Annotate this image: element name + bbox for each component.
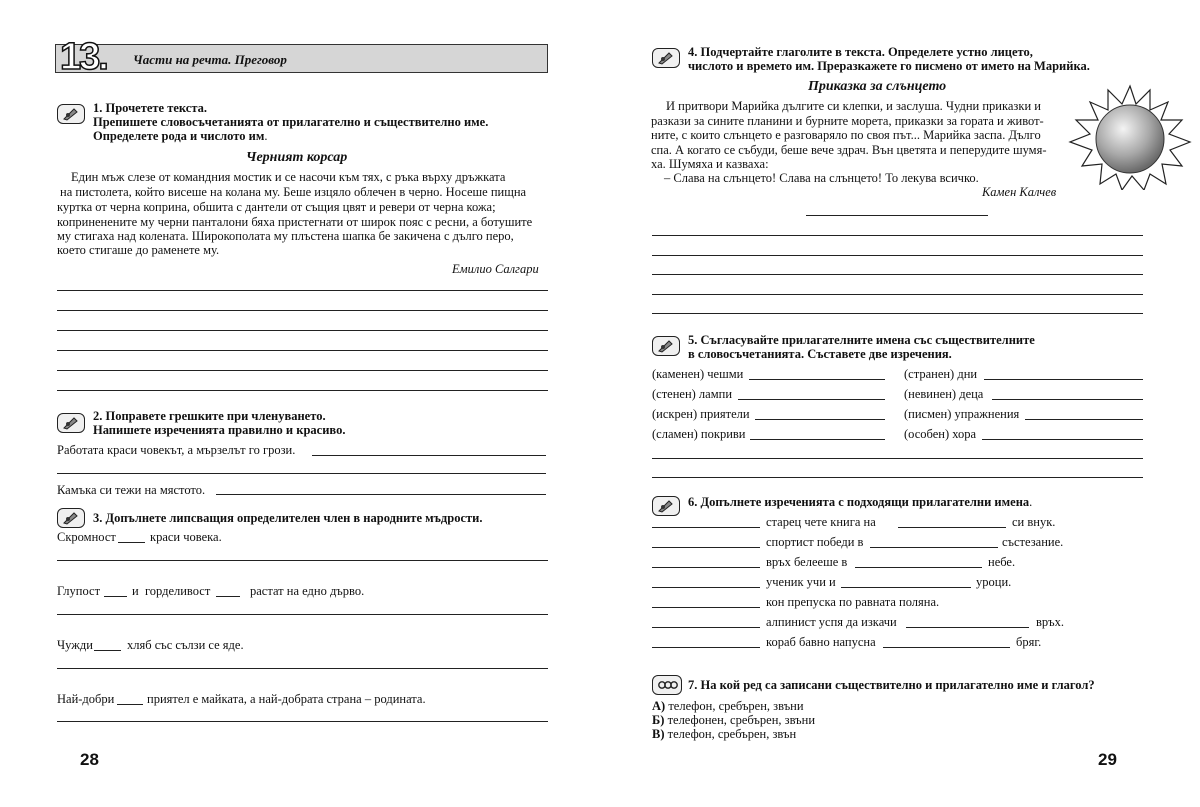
ex6-row-text: старец чете книга на: [766, 515, 876, 529]
ex5-title: 5. Съгласувайте прилагателните имена със съществителните: [688, 333, 1035, 347]
answer-line[interactable]: [57, 390, 548, 391]
ex4-author: Камен Калчев: [982, 185, 1057, 199]
phrase-item: (особен) хора: [904, 427, 977, 441]
phrase-item: (писмен) упражнения: [904, 407, 1020, 421]
ex3-title: 3. Допълнете липсващия определителен член в народните мъдрости.: [93, 511, 483, 525]
ex4-instruction: числото и времето им. Преразкажете го писмено от името на Марийка.: [688, 59, 1090, 73]
blank-field[interactable]: [870, 547, 998, 548]
pencil-icon: [652, 336, 680, 356]
ex6-row-text: алпинист успя да изкачи: [766, 615, 897, 629]
answer-line[interactable]: [982, 439, 1143, 440]
ex6-row-text: кон препуска по равната поляна.: [766, 595, 940, 609]
ex2-instruction: Напишете изреченията правилно и красиво.: [93, 423, 346, 437]
option-a-label: А): [652, 699, 666, 713]
ex6-row-text: бряг.: [1016, 635, 1042, 649]
blank-field[interactable]: [104, 596, 127, 597]
ex6-row-text: състезание.: [1002, 535, 1064, 549]
phrase-item: (стенен) лампи: [652, 387, 733, 401]
answer-line[interactable]: [652, 313, 1143, 314]
option-b[interactable]: [652, 713, 815, 728]
lesson-title: Части на речта. Преговор: [133, 52, 287, 67]
ex1-instruction-2: Определете рода и числото им: [93, 129, 265, 143]
ex1-text-line: коприненените му черни панталони бяха пристегнати от широк пояс с ресни, а ботушите: [57, 215, 533, 229]
ex7-title: 7. На кой ред са записани съществително и прилагателно име и глагол?: [688, 678, 1095, 692]
blank-field[interactable]: [652, 567, 760, 568]
answer-line[interactable]: [57, 473, 546, 474]
ex4-text-line: И притвори Марийка дългите си клепки, и заслуша. Чудни приказки и: [666, 99, 1041, 113]
answer-line[interactable]: [216, 494, 546, 495]
blank-field[interactable]: [652, 627, 760, 628]
answer-line[interactable]: [652, 235, 1143, 236]
lesson-header: [55, 44, 548, 73]
answer-line[interactable]: [984, 379, 1143, 380]
ex1-instruction-2-end: .: [264, 129, 268, 143]
answer-line[interactable]: [1025, 419, 1143, 420]
blank-field[interactable]: [652, 587, 760, 588]
phrase-item: (странен) дни: [904, 367, 978, 381]
answer-line[interactable]: [57, 290, 548, 291]
answer-line[interactable]: [652, 477, 1143, 478]
answer-line[interactable]: [57, 350, 548, 351]
ex1-title: 1. Прочетете текста.: [93, 101, 207, 115]
ex6-row-text: връх.: [1036, 615, 1064, 629]
pencil-icon: [652, 496, 680, 516]
blank-field[interactable]: [94, 650, 121, 651]
ex1-text-line: му стигаха над колената. Широкополата му плъстена шапка бе закичена с дълго перо,: [57, 229, 514, 243]
ex6-row-text: ученик учи и: [766, 575, 836, 589]
ex6-row-text: небе.: [988, 555, 1016, 569]
answer-line[interactable]: [312, 455, 546, 456]
blank-field[interactable]: [118, 542, 145, 543]
ex6-row-text: връх белееше в: [766, 555, 848, 569]
blank-field[interactable]: [841, 587, 971, 588]
option-b-label: Б): [652, 713, 665, 727]
ex5-instruction: в словосъчетанията. Съставете две изречения.: [688, 347, 952, 361]
blank-field[interactable]: [906, 627, 1029, 628]
pencil-icon: [57, 413, 85, 433]
answer-line[interactable]: [57, 668, 548, 669]
pencil-icon: [652, 48, 680, 68]
ex1-text-line: куртка от черна коприна, обшита с дантели от същия цвят и ревери от черна кожа;: [57, 200, 496, 214]
ex6-row-text: уроци.: [976, 575, 1012, 589]
ex6-title: 6. Допълнете изреченията с подходящи прилагателни имена: [688, 495, 1030, 509]
ex4-text-line: разкази за сините планини и бурните морета, приказки за гората и живот-: [651, 114, 1044, 128]
ex4-story-title: Приказка за слънцето: [808, 79, 947, 94]
proverb-3-start: Чужди: [57, 638, 93, 652]
ex1-text-line: на пистолета, който висеше на колана му. Беше изцяло облечен в черно. Носеше пищна: [60, 185, 527, 199]
ex6-row-text: кораб бавно напусна: [766, 635, 876, 649]
ex1-text-line: което стигаше до раменете му.: [57, 243, 220, 257]
phrase-item: (сламен) покриви: [652, 427, 746, 441]
answer-line[interactable]: [755, 419, 885, 420]
answer-line[interactable]: [57, 560, 548, 561]
proverb-2-mid: и горделивост: [132, 584, 211, 598]
ex2-sentence-2: Камъка си тежи на мястото.: [57, 483, 206, 497]
answer-line[interactable]: [738, 399, 885, 400]
ex1-author: Емилио Салгари: [452, 262, 539, 276]
pencil-icon: [57, 508, 85, 528]
right-page: [600, 0, 1200, 807]
option-c[interactable]: [652, 727, 796, 742]
ex1-text-line: Един мъж слезе от командния мостик и се насочи към тях, с ръка върху дръжката: [71, 170, 506, 184]
answer-line[interactable]: [652, 274, 1143, 275]
phrase-item: (искрен) приятели: [652, 407, 750, 421]
blank-field[interactable]: [883, 647, 1010, 648]
phrase-item: (каменен) чешми: [652, 367, 744, 381]
proverb-3-end: хляб със сълзи се яде.: [127, 638, 244, 652]
answer-line[interactable]: [57, 310, 548, 311]
blank-field[interactable]: [855, 567, 982, 568]
ex1-instruction: Препишете словосъчетанията от прилагателно и съществително име.: [93, 115, 489, 129]
question-icon: [652, 675, 682, 695]
ex2-sentence-1: Работата краси човекът, а мързелът го грози.: [57, 443, 296, 457]
proverb-1-end: краси човека.: [150, 530, 222, 544]
pencil-icon: [57, 104, 85, 124]
option-c-text: телефон, сребърен, звън: [664, 727, 797, 741]
ex4-title: 4. Подчертайте глаголите в текста. Определете устно лицето,: [688, 45, 1033, 59]
answer-line[interactable]: [652, 294, 1143, 295]
option-c-label: В): [652, 727, 665, 741]
blank-field[interactable]: [898, 527, 1006, 528]
blank-field[interactable]: [117, 704, 143, 705]
proverb-4-start: Най-добри: [57, 692, 115, 706]
blank-field[interactable]: [652, 607, 760, 608]
ex6-row-text: спортист победи в: [766, 535, 864, 549]
answer-line[interactable]: [57, 614, 548, 615]
blank-field[interactable]: [652, 547, 760, 548]
ex4-text-line: ха. Шумяха и казваха:: [651, 157, 769, 171]
proverb-2-start: Глупост: [57, 584, 101, 598]
sun-illustration: [1066, 84, 1194, 190]
answer-line[interactable]: [749, 379, 885, 380]
blank-field[interactable]: [216, 596, 240, 597]
answer-line[interactable]: [806, 215, 988, 216]
proverb-2-end: растат на едно дърво.: [250, 584, 365, 598]
phrase-item: (невинен) деца: [904, 387, 984, 401]
option-b-text: телефонен, сребърен, звъни: [664, 713, 816, 727]
answer-line[interactable]: [57, 330, 548, 331]
ex1-story-title: Черният корсар: [246, 150, 348, 165]
page-number: 29: [1098, 750, 1117, 769]
ex2-title: 2. Поправете грешките при членуването.: [93, 409, 326, 423]
lesson-number: 13.: [60, 36, 107, 78]
page-number: 28: [80, 750, 99, 769]
proverb-4-end: приятел е майката, а най-добрата страна – родината.: [147, 692, 426, 706]
answer-line[interactable]: [57, 370, 548, 371]
ex6-row-text: си внук.: [1012, 515, 1056, 529]
proverb-1-start: Скромност: [57, 530, 116, 544]
ex4-text-line: ните, с които слънцето е разговаряло по своя път... Марийка заспа. Дълго: [651, 128, 1041, 142]
answer-line[interactable]: [57, 721, 548, 722]
blank-field[interactable]: [652, 647, 760, 648]
answer-line[interactable]: [750, 439, 885, 440]
option-a[interactable]: [652, 699, 804, 714]
option-a-text: телефон, сребърен, звъни: [665, 699, 804, 713]
ex6-title-end: .: [1029, 495, 1033, 509]
blank-field[interactable]: [652, 527, 760, 528]
answer-line[interactable]: [652, 458, 1143, 459]
answer-line[interactable]: [992, 399, 1143, 400]
ex4-text-line: спа. А когато се събуди, беше вече здрач. Вън цветята и пеперудите шумя-: [651, 143, 1047, 157]
answer-line[interactable]: [652, 255, 1143, 256]
ex4-text-line: – Слава на слънцето! Слава на слънцето! То лекува всичко.: [664, 171, 979, 185]
